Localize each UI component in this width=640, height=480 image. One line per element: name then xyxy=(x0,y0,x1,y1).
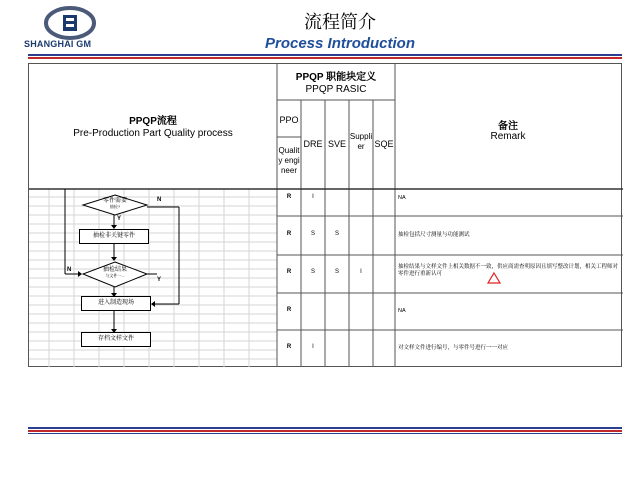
roles-header-cn: PPQP 职能块定义 xyxy=(295,72,377,83)
row2-remark: 抽检包括尺寸测量与功能测试 xyxy=(398,232,470,238)
step-archive-documents: 存档文样文件 xyxy=(81,332,151,347)
logo-text: SHANGHAI GM xyxy=(24,39,92,49)
process-table xyxy=(28,63,622,367)
roles-header-en: PPQP RASIC xyxy=(305,84,367,95)
branch-label-n2: N xyxy=(67,267,72,273)
page-title-en: Process Introduction xyxy=(264,35,416,52)
row2-qe: R xyxy=(286,231,292,237)
header-rule-blue xyxy=(28,54,622,56)
row3-remark: 抽检结果与文样文件上相关数据不一致，供应商需查明原因且填写整改计划，相关工程师对零件进行重新认可 xyxy=(398,264,619,278)
row3-sve: S xyxy=(334,269,339,275)
col-supplier: Supplier xyxy=(349,132,373,151)
decision1-label: 零件需要 xyxy=(102,198,127,204)
footer-rule-red xyxy=(28,430,622,432)
row3-supplier: I xyxy=(360,269,362,275)
flowchart-connectors xyxy=(29,64,277,368)
step-enter-manufacturing: 进入制造现场 xyxy=(81,296,151,311)
decision1-text xyxy=(81,198,149,212)
row1-remark: NA xyxy=(398,195,406,201)
row5-remark: 对文样文件进行编号，与零件号进行一一对应 xyxy=(398,345,509,351)
decision2-label: 抽检结果 xyxy=(102,267,127,273)
decision2-text xyxy=(81,267,149,283)
page-title-cn: 流程简介 xyxy=(304,12,376,33)
process-header-en: Pre-Production Part Quality process xyxy=(73,128,233,139)
remark-header-cn: 备注 xyxy=(498,121,518,132)
row1-qe: R xyxy=(286,194,292,200)
branch-label-y2: Y xyxy=(157,277,162,283)
col-ppo: PPO xyxy=(279,115,299,125)
footer-rule-blue xyxy=(28,427,622,429)
branch-label-n1: N xyxy=(157,197,162,203)
col-sqe: SQE xyxy=(374,139,394,149)
step-sample-noncritical: 抽检非关键零件 xyxy=(79,229,149,244)
row3-qe: R xyxy=(286,269,292,275)
row5-dre: I xyxy=(312,344,314,350)
row1-dre: I xyxy=(312,194,314,200)
decision2-sublabel: 与文件一... xyxy=(105,273,125,279)
row5-qe: R xyxy=(286,344,292,350)
row2-dre: S xyxy=(310,231,315,237)
row4-remark: NA xyxy=(398,308,406,314)
row3-dre: S xyxy=(310,269,315,275)
process-header-cn: PPQP流程 xyxy=(129,116,177,127)
footer-rule-blue-thin xyxy=(28,433,622,434)
decision1-sublabel: 抽检? xyxy=(109,204,121,210)
header-rule-red xyxy=(28,57,622,59)
col-quality-engineer: Quality engineer xyxy=(278,146,300,175)
remark-header-en: Remark xyxy=(490,131,526,142)
row2-sve: S xyxy=(334,231,339,237)
row4-qe: R xyxy=(286,307,292,313)
col-sve: SVE xyxy=(327,139,346,149)
col-dre: DRE xyxy=(303,139,323,149)
warning-triangle-icon xyxy=(487,272,501,284)
branch-label-y1: Y xyxy=(117,216,122,222)
